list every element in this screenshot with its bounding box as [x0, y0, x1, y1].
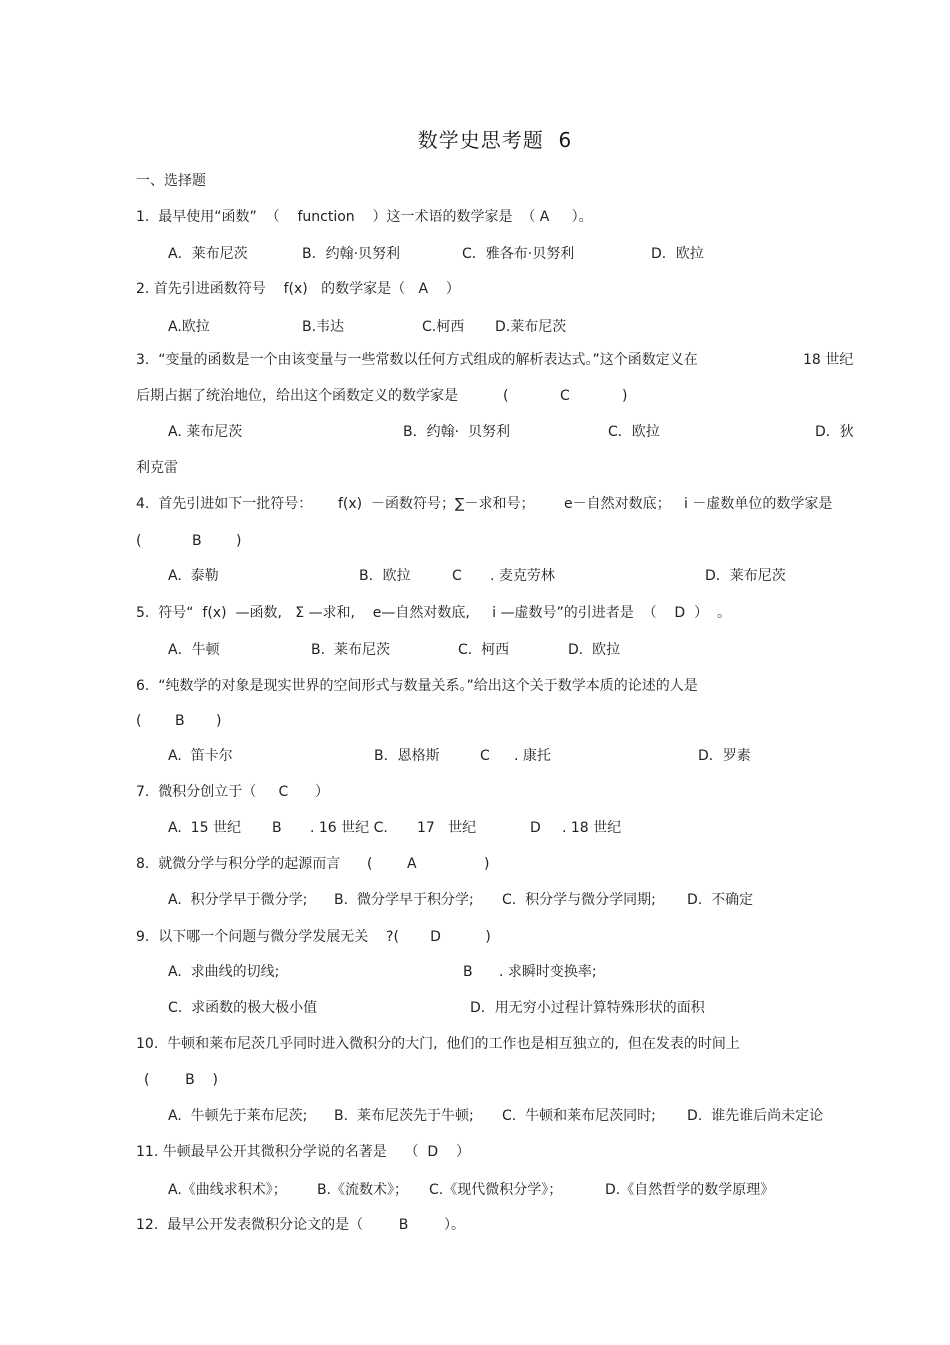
option-text: D: [530, 820, 541, 836]
question-text: e－自然对数底；: [564, 496, 671, 512]
option-text: A. 莱布尼茨: [168, 424, 243, 440]
question-text: 1. 最早使用“函数” （ function ）这一术语的数学家是 （ A ）。: [136, 209, 593, 225]
option-text: . 18 世纪: [562, 820, 622, 836]
option-text: A. 15 世纪: [168, 820, 241, 836]
option-text: C. 柯西: [458, 642, 510, 658]
option-text: D.《自然哲学的数学原理》: [605, 1182, 775, 1198]
question-text: (: [136, 533, 142, 549]
option-text: . 求瞬时变换率;: [499, 964, 597, 980]
option-text: C: [480, 748, 490, 764]
question-text: 12. 最早公开发表微积分论文的是（ B ）。: [136, 1217, 465, 1233]
option-text: A.《曲线求积术》；: [168, 1182, 287, 1198]
option-text: B. 莱布尼茨先于牛顿;: [334, 1108, 474, 1124]
option-text: B: [272, 820, 282, 836]
question-text: f(x) －函数符号；∑－求和号；: [338, 496, 535, 512]
question-text: 3. “变量的函数是一个由该变量与一些常数以任何方式组成的解析表达式。”这个函数定义在: [136, 352, 698, 368]
question-text: 2. 首先引进函数符号 f(x) 的数学家是（ A ）: [136, 281, 460, 297]
option-text: D.莱布尼茨: [495, 319, 567, 335]
option-text: D．狄: [815, 424, 854, 440]
option-text: A. 求曲线的切线;: [168, 964, 280, 980]
option-text: C: [452, 568, 462, 584]
option-text: D．罗素: [698, 748, 751, 764]
option-text: . 麦克劳林: [490, 568, 555, 584]
option-text: D．欧拉: [651, 246, 704, 262]
question-text: 11. 牛顿最早公开其微积分学说的名著是 （ D ）: [136, 1144, 470, 1160]
question-text: ): [622, 388, 628, 404]
option-text: A.欧拉: [168, 319, 210, 335]
option-text: C. 求函数的极大极小值: [168, 1000, 318, 1016]
question-text: 10. 牛顿和莱布尼茨几乎同时进入微积分的大门, 他们的工作也是相互独立的, 但在发表的时间上: [136, 1036, 740, 1052]
question-text: B: [175, 713, 185, 729]
option-text: A．莱布尼茨: [168, 246, 248, 262]
question-text: i －虚数单位的数学家是: [684, 496, 833, 512]
option-text: B．约翰·贝努利: [302, 246, 401, 262]
question-text: 8. 就微分学与积分学的起源而言: [136, 856, 341, 872]
question-text: 后期占据了统治地位，给出这个函数定义的数学家是: [136, 388, 458, 404]
option-text: B．约翰· 贝努利: [403, 424, 510, 440]
question-text: ): [236, 533, 242, 549]
option-text: D．用无穷小过程计算特殊形状的面积: [470, 1000, 705, 1016]
question-text: 4. 首先引进如下一批符号：: [136, 496, 313, 512]
option-text: D．莱布尼茨: [705, 568, 786, 584]
option-text: A. 牛顿先于莱布尼茨;: [168, 1108, 308, 1124]
option-text: . 16 世纪 C.: [310, 820, 388, 836]
question-text: ( B ): [144, 1072, 218, 1088]
option-text: C．雅各布·贝努利: [462, 246, 575, 262]
question-text: 9. 以下哪一个问题与微分学发展无关 ?( D ): [136, 929, 491, 945]
option-text: B.韦达: [302, 319, 345, 335]
option-text: B．欧拉: [359, 568, 411, 584]
option-text: D. 欧拉: [568, 642, 621, 658]
question-text: 6. “纯数学的对象是现实世界的空间形式与数量关系。”给出这个关于数学本质的论述的人是: [136, 678, 698, 694]
question-text: (: [503, 388, 509, 404]
option-text: B. 莱布尼茨: [311, 642, 390, 658]
option-text: A. 积分学早于微分学;: [168, 892, 308, 908]
option-text: B: [463, 964, 473, 980]
page-title: 数学史思考题 6: [417, 128, 573, 152]
section-heading: 一、选择题: [136, 173, 206, 189]
option-text: . 康托: [514, 748, 551, 764]
question-text: ): [216, 713, 222, 729]
question-text: 7. 微积分创立于（ C ）: [136, 784, 329, 800]
question-text: (: [367, 856, 373, 872]
question-text: C: [560, 388, 570, 404]
option-text: B. 微分学早于积分学;: [334, 892, 474, 908]
option-text: A. 泰勒: [168, 568, 219, 584]
option-text: 17 世纪: [417, 820, 477, 836]
option-text: D. 谁先谁后尚未定论: [687, 1108, 824, 1124]
question-text: 利克雷: [136, 460, 178, 476]
option-text: A．牛顿: [168, 642, 220, 658]
option-text: C. 牛顿和莱布尼茨同时;: [502, 1108, 656, 1124]
option-text: D. 不确定: [687, 892, 754, 908]
option-text: C.柯西: [422, 319, 465, 335]
question-text: (: [136, 713, 142, 729]
question-text: B: [192, 533, 202, 549]
option-text: C.《现代微积分学》；: [429, 1182, 563, 1198]
question-text: A: [407, 856, 417, 872]
option-text: C. 积分学与微分学同期;: [502, 892, 656, 908]
option-text: B.《流数术》；: [317, 1182, 409, 1198]
question-text: 5. 符号“ f(x) —函数, Σ —求和, e—自然对数底, i —虚数号”的引进者是 （ D ） 。: [136, 605, 731, 621]
option-text: A. 笛卡尔: [168, 748, 233, 764]
question-text: ): [484, 856, 490, 872]
option-text: B．恩格斯: [374, 748, 440, 764]
option-text: C．欧拉: [608, 424, 660, 440]
question-text: 18 世纪: [803, 352, 854, 368]
